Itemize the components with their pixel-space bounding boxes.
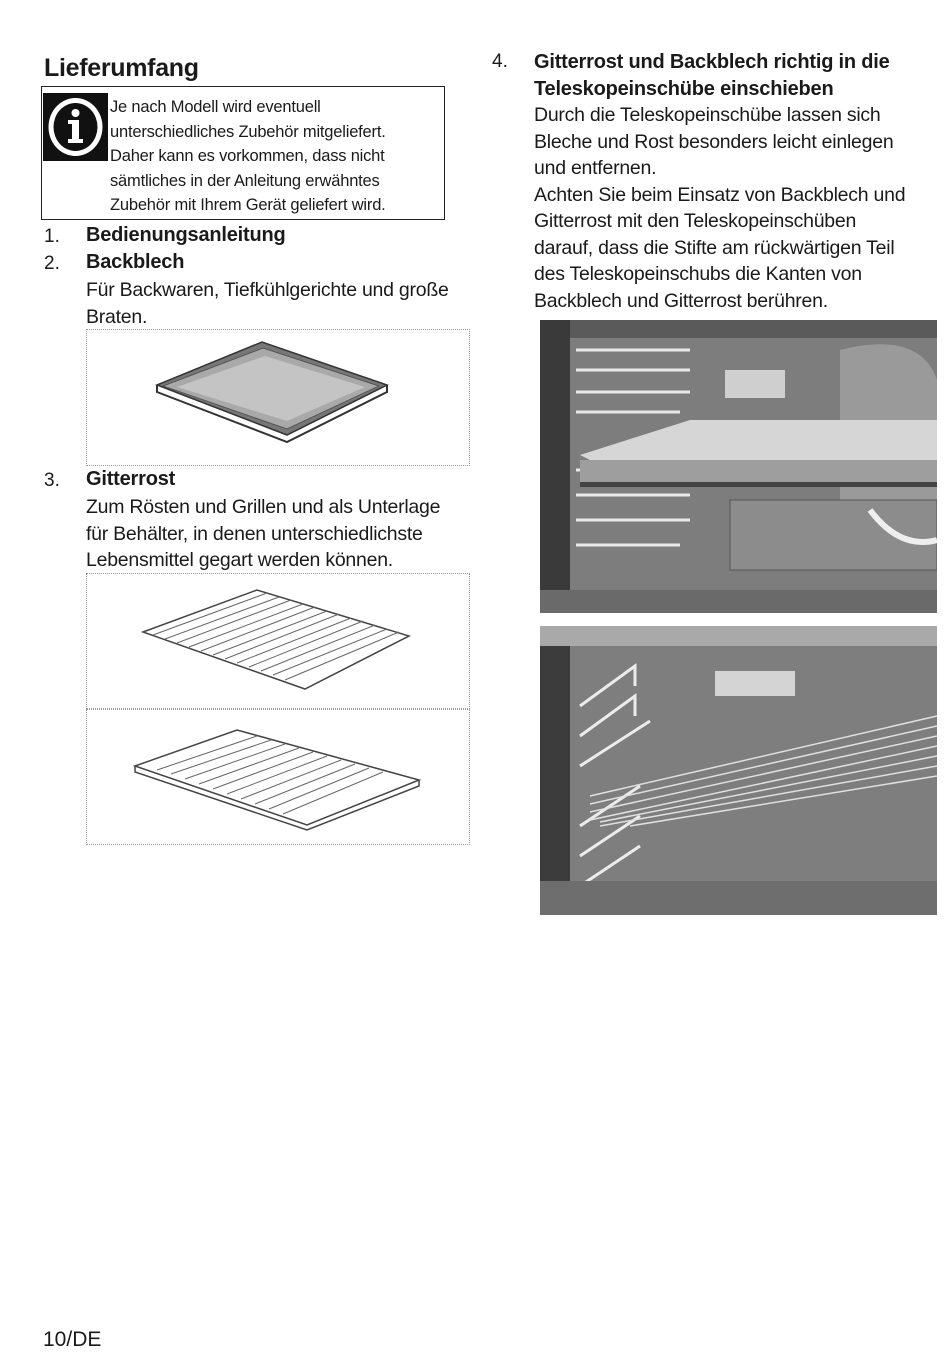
text-line: Für Backwaren, Tiefkühlgerichte und große — [86, 279, 449, 301]
text-line: und entfernen. — [534, 157, 657, 179]
heading-line: Teleskopeinschübe einschieben — [534, 77, 834, 100]
item-description — [86, 494, 440, 574]
info-note-line: Zubehör mit Ihrem Gerät geliefert wird. — [110, 196, 386, 214]
wire-rack-image — [86, 573, 470, 709]
baking-tray-image — [86, 329, 470, 466]
text-line: darauf, dass die Stifte am rückwärtigen Teil — [534, 236, 895, 259]
info-note-line: Daher kann es vorkommen, dass nicht — [110, 147, 385, 165]
wire-rack-with-tray-image — [86, 709, 470, 845]
text-line: Zum Rösten und Grillen und als Unterlage — [86, 496, 441, 518]
page-title: Lieferumfang — [44, 54, 199, 82]
info-note-box — [41, 86, 445, 220]
item-number: 4. — [492, 51, 508, 72]
text-line: Durch die Teleskopeinschübe lassen sich — [534, 104, 881, 126]
item-number: 2. — [44, 253, 60, 274]
text-line: Lebensmittel gegart werden können. — [86, 549, 393, 571]
text-line: Achten Sie beim Einsatz von Backblech und — [534, 183, 906, 206]
item-heading: Backblech — [86, 251, 185, 273]
info-note-line: unterschiedliches Zubehör mitgeliefert. — [110, 122, 386, 141]
item-description — [86, 277, 449, 330]
heading-line: Gitterrost und Backblech richtig in die — [534, 51, 890, 73]
oven-rack-photo — [540, 626, 937, 915]
item-number: 3. — [44, 470, 60, 491]
info-note-line: sämtliches in der Anleitung erwähntes — [110, 171, 380, 190]
item-number: 1. — [44, 226, 60, 247]
info-note-line: Je nach Modell wird eventuell — [110, 98, 321, 116]
oven-tray-photo — [540, 320, 937, 613]
text-line: des Teleskopeinschubs die Kanten von — [534, 263, 862, 285]
text-line: Gitterrost mit den Teleskopeinschüben — [534, 210, 857, 232]
item-heading — [534, 49, 890, 102]
item-heading: Bedienungsanleitung — [86, 224, 286, 246]
text-line: für Behälter, in denen unterschiedlichste — [86, 522, 423, 545]
text-line: Braten. — [86, 305, 148, 328]
info-note-text — [110, 95, 440, 218]
item-description — [534, 102, 905, 314]
text-line: Bleche und Rost besonders leicht einlegen — [534, 130, 894, 153]
item-heading: Gitterrost — [86, 468, 176, 490]
wire-rack-drawing — [87, 574, 469, 708]
info-icon — [43, 93, 108, 161]
text-line: Backblech und Gitterrost berühren. — [534, 289, 828, 312]
page-number: 10/DE — [43, 1328, 102, 1351]
